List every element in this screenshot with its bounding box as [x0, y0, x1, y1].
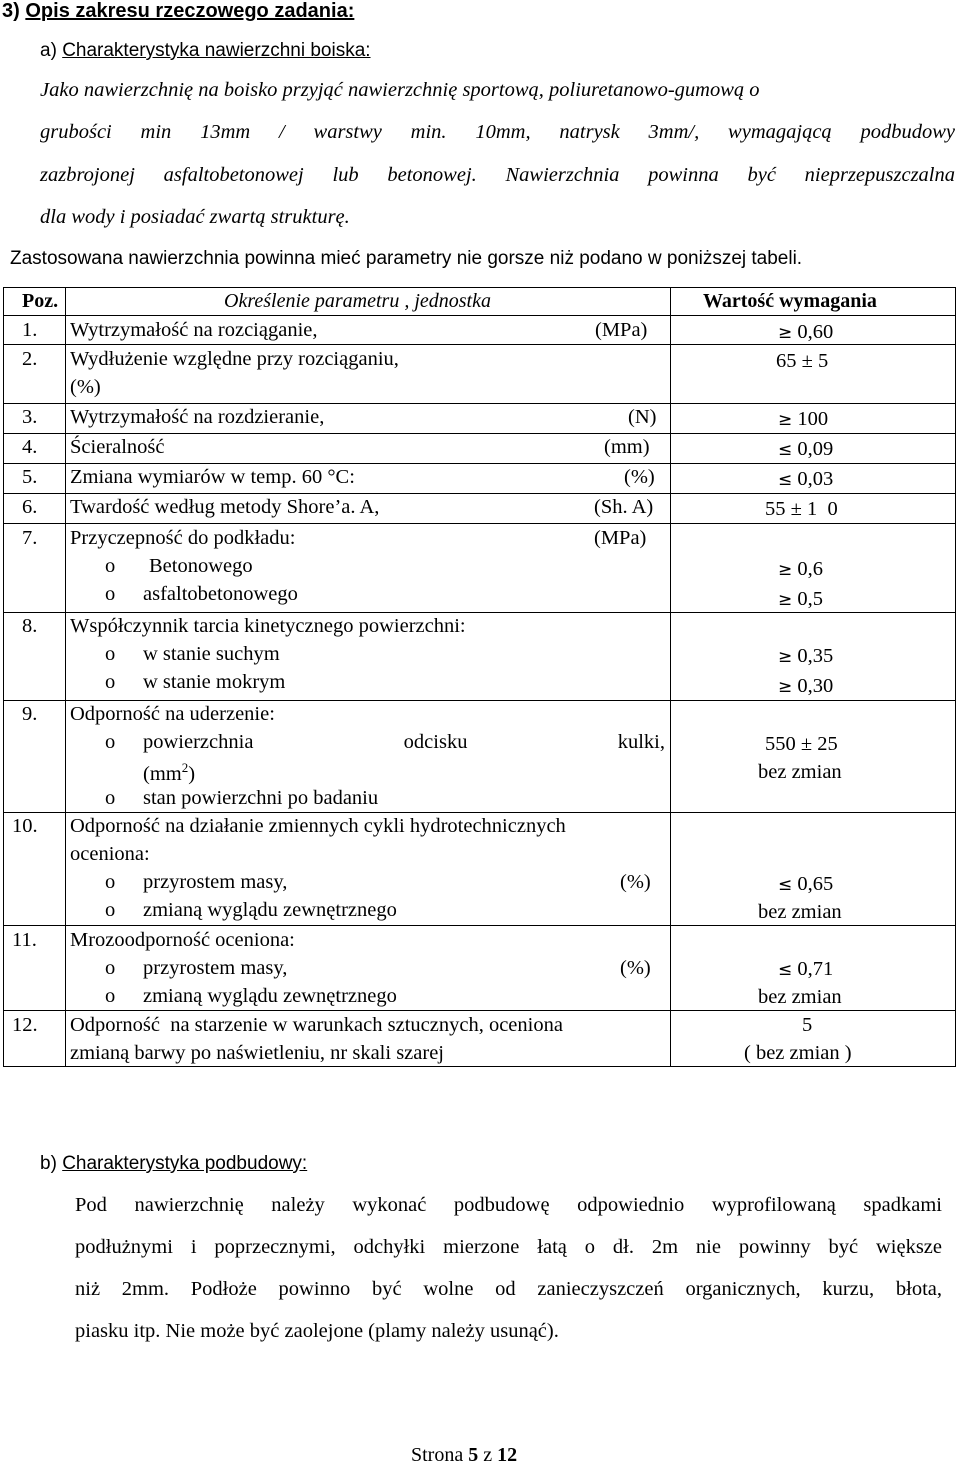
ge-symbol: ≥	[778, 647, 793, 667]
body-b-line-3: niż 2mm. Podłoże powinno być wolne od zanieczyszczeń organicznych, kurzu, błota,	[75, 1278, 942, 1300]
row-11-unit: (%)	[620, 957, 651, 979]
row-12-val-2: ( bez zmian )	[744, 1042, 852, 1064]
row-11-val-2: bez zmian	[758, 986, 842, 1008]
row-8-item-1: w stanie suchym	[143, 643, 280, 665]
row-3-val-text: 100	[797, 408, 829, 430]
row-5-val-text: 0,03	[797, 468, 834, 490]
subsection-b-letter: b)	[40, 1153, 57, 1174]
bullet: o	[105, 899, 116, 921]
row-8-num: 8.	[22, 615, 38, 637]
row-11-item-2: zmianą wyglądu zewnętrznego	[143, 985, 397, 1007]
row-2-val: 65 ± 5	[776, 350, 829, 372]
row-4-desc: Ścieralność	[70, 436, 165, 458]
ge-symbol: ≥	[778, 590, 793, 610]
row-5-unit: (%)	[624, 466, 655, 488]
row-7-item-2: asfaltobetonowego	[143, 583, 298, 605]
row-10-unit: (%)	[620, 871, 651, 893]
row-10-val-1-text: 0,65	[797, 873, 834, 895]
row-4-val-text: 0,09	[797, 438, 834, 460]
header-desc: Określenie parametru , jednostka	[224, 290, 491, 312]
ge-symbol: ≥	[778, 677, 793, 697]
bullet: o	[105, 671, 116, 693]
table-hline	[3, 523, 956, 524]
row-1-desc: Wytrzymałość na rozciąganie,	[70, 319, 318, 341]
row-3-num: 3.	[22, 406, 38, 428]
row-9-word-3: kulki,	[617, 731, 665, 753]
body-b-line-4: piasku itp. Nie może być zaolejone (plamy należy usunąć).	[75, 1320, 559, 1342]
row-1-num: 1.	[22, 319, 38, 341]
bullet: o	[105, 583, 116, 605]
table-hline	[3, 1010, 956, 1011]
row-5-value	[778, 468, 833, 491]
row-1-unit: (MPa)	[595, 319, 648, 341]
table-border-bottom	[3, 1066, 956, 1067]
row-10-value-1	[778, 873, 833, 896]
row-10-desc2: oceniona:	[70, 843, 150, 865]
row-11-val-1-text: 0,71	[797, 958, 834, 980]
table-hline	[3, 463, 956, 464]
row-6-val: 55 ± 1 0	[765, 498, 838, 520]
table-hline	[3, 612, 956, 613]
row-9-val-1: 550 ± 25	[765, 733, 838, 755]
row-3-unit: (N)	[628, 406, 657, 428]
row-8-item-2: w stanie mokrym	[143, 671, 286, 693]
row-9-word-1: powierzchnia	[143, 731, 254, 753]
row-10-item-1: przyrostem masy,	[143, 871, 288, 893]
subsection-b-title: Charakterystyka podbudowy:	[62, 1153, 308, 1174]
bullet: o	[105, 787, 116, 809]
row-3-desc: Wytrzymałość na rozdzieranie,	[70, 406, 325, 428]
row-10-item-2: zmianą wyglądu zewnętrznego	[143, 899, 397, 921]
row-10-val-2: bez zmian	[758, 901, 842, 923]
body-b-line-1: Pod nawierzchnię należy wykonać podbudowę odpowiednio wyprofilowaną spadkami	[75, 1194, 942, 1216]
row-9-val-2: bez zmian	[758, 761, 842, 783]
le-symbol: ≤	[778, 960, 793, 980]
table-hline	[3, 433, 956, 434]
bullet: o	[105, 731, 116, 753]
row-7-item-1: Betonowego	[149, 555, 253, 577]
ge-symbol: ≥	[778, 323, 793, 343]
footer-prefix: Strona	[411, 1444, 464, 1466]
table-hline	[3, 493, 956, 494]
row-12-val-1: 5	[802, 1014, 813, 1036]
row-7-value-2	[778, 588, 823, 611]
row-3-value	[778, 408, 828, 431]
bullet: o	[105, 643, 116, 665]
row-9-item-1	[143, 731, 665, 754]
table-hline	[3, 812, 956, 813]
row-8-value-1	[778, 645, 833, 668]
table-border-left	[3, 287, 4, 1067]
table-hline	[3, 925, 956, 926]
row-12-desc2: zmianą barwy po naświetleniu, nr skali szarej	[70, 1042, 444, 1064]
row-11-desc: Mrozoodporność oceniona:	[70, 929, 295, 951]
row-2-num: 2.	[22, 348, 38, 370]
table-hline	[3, 403, 956, 404]
row-11-value-1	[778, 958, 833, 981]
intro-line-2: grubości min 13mm / warstwy min. 10mm, natrysk 3mm/, wymagającą podbudowy	[40, 121, 955, 143]
footer-page-number: 5	[468, 1444, 479, 1466]
ge-symbol: ≥	[778, 560, 793, 580]
row-4-value	[778, 438, 833, 461]
bullet: o	[105, 957, 116, 979]
body-b-line-2: podłużnymi i poprzecznymi, odchyłki mierzone łatą o dł. 2m nie powinny być większe	[75, 1236, 942, 1258]
row-5-num: 5.	[22, 466, 38, 488]
row-6-unit: (Sh. A)	[594, 496, 654, 518]
row-4-unit: (mm)	[604, 436, 650, 458]
row-9-word-2: odcisku	[403, 731, 468, 753]
row-9-desc: Odporność na uderzenie:	[70, 703, 275, 725]
footer-separator: z	[483, 1444, 493, 1466]
intro-line-1	[40, 79, 955, 102]
row-7-value-1	[778, 558, 823, 581]
table-note: Zastosowana nawierzchnia powinna mieć parametry nie gorsze niż podano w poniższej tabeli.	[10, 248, 803, 269]
bullet: o	[105, 871, 116, 893]
subsection-b-heading	[40, 1153, 307, 1175]
row-7-desc: Przyczepność do podkładu:	[70, 527, 296, 549]
section-title: Opis zakresu rzeczowego zadania:	[25, 0, 355, 22]
row-12-num: 12.	[12, 1014, 38, 1036]
page-footer	[411, 1444, 517, 1467]
row-11-item-1: przyrostem masy,	[143, 957, 288, 979]
subsection-a-letter: a)	[40, 40, 57, 61]
row-12-desc: Odporność na starzenie w warunkach sztucznych, oceniona	[70, 1014, 563, 1036]
row-9-item-1-unit	[143, 760, 195, 786]
row-2-desc2: (%)	[70, 376, 101, 398]
table-hline	[3, 315, 956, 316]
row-8-val-2-text: 0,30	[797, 675, 834, 697]
row-7-val-2-text: 0,5	[797, 588, 823, 610]
row-8-desc: Współczynnik tarcia kinetycznego powierzchni:	[70, 615, 466, 637]
row-6-desc: Twardość według metody Shore’a. A,	[70, 496, 380, 518]
row-6-num: 6.	[22, 496, 38, 518]
row-7-val-1-text: 0,6	[797, 558, 823, 580]
subsection-a-heading	[40, 40, 371, 62]
row-7-num: 7.	[22, 527, 38, 549]
row-7-unit: (MPa)	[594, 527, 647, 549]
table-divider-1	[65, 287, 66, 1067]
header-poz: Poz.	[22, 290, 59, 312]
table-hline	[3, 344, 956, 345]
row-9-item-2: stan powierzchni po badaniu	[143, 787, 379, 809]
le-symbol: ≤	[778, 875, 793, 895]
le-symbol: ≤	[778, 470, 793, 490]
le-symbol: ≤	[778, 440, 793, 460]
subsection-a-title: Charakterystyka nawierzchni boiska:	[62, 40, 371, 61]
row-11-num: 11.	[12, 929, 37, 951]
row-10-desc: Odporność na działanie zmiennych cykli hydrotechnicznych	[70, 815, 566, 837]
row-9-unit-text: (mm	[143, 762, 182, 785]
intro-line-3: zazbrojonej asfaltobetonowej lub betonowej. Nawierzchnia powinna być nieprzepuszczalna	[40, 164, 955, 186]
table-hline	[3, 287, 956, 288]
row-9-unit-end: )	[188, 762, 196, 785]
row-5-desc: Zmiana wymiarów w temp. 60 °C:	[70, 466, 355, 488]
row-8-val-1-text: 0,35	[797, 645, 834, 667]
section-number: 3)	[2, 0, 20, 22]
section-heading	[2, 0, 354, 23]
table-border-right	[955, 287, 956, 1067]
intro-line-1-text: Jako nawierzchnię na boisko przyjąć nawierzchnię sportową, poliuretanowo-gumową o	[40, 79, 760, 101]
ge-symbol: ≥	[778, 410, 793, 430]
bullet: o	[105, 555, 116, 577]
header-val: Wartość wymagania	[703, 290, 877, 312]
bullet: o	[105, 985, 116, 1007]
table-divider-2	[670, 287, 671, 1067]
intro-line-4: dla wody i posiadać zwartą strukturę.	[40, 206, 350, 228]
row-10-num: 10.	[12, 815, 38, 837]
row-2-desc: Wydłużenie względne przy rozciąganiu,	[70, 348, 399, 370]
row-8-value-2	[778, 675, 833, 698]
footer-total-pages: 12	[497, 1444, 518, 1466]
row-1-val-text: 0,60	[797, 321, 834, 343]
row-9-num: 9.	[22, 703, 38, 725]
row-1-value	[778, 321, 833, 344]
row-4-num: 4.	[22, 436, 38, 458]
table-hline	[3, 700, 956, 701]
row-9-unit-sup: 2	[181, 760, 189, 775]
